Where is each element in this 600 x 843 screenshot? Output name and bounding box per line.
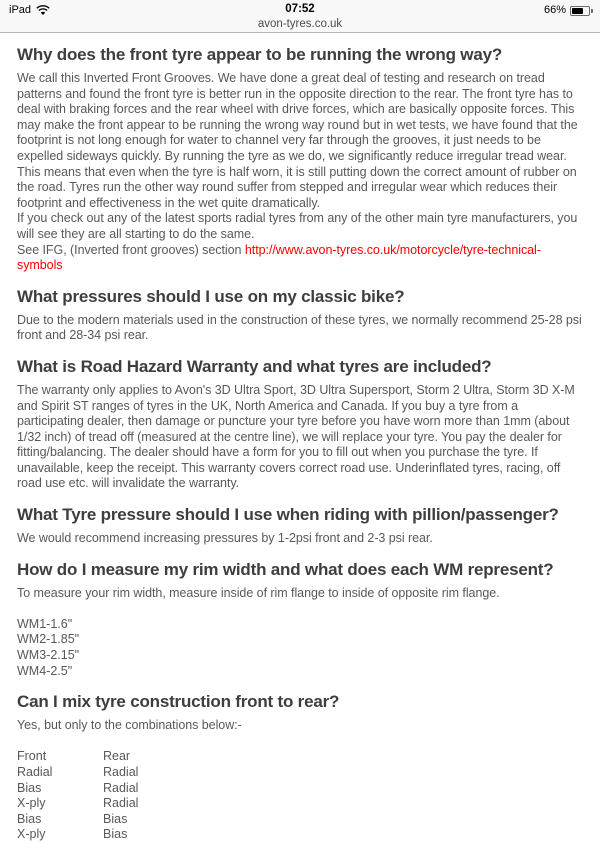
- battery-icon: [570, 6, 593, 16]
- cell-front: Bias: [17, 780, 42, 795]
- faq-question: What pressures should I use on my classic bike?: [17, 286, 405, 306]
- faq-section-mix-construction: [17, 692, 583, 843]
- faq-answer: Due to the modern materials used in the construction of these tyres, we normally recommend 25-28 psi front and 28-34 psi rear.: [17, 312, 582, 343]
- cell-rear: Radial: [103, 780, 139, 795]
- wifi-icon: [36, 5, 50, 16]
- faq-section-classic-bike-pressures: [17, 287, 583, 344]
- faq-question: What Tyre pressure should I use when riding with pillion/passenger?: [17, 505, 559, 525]
- table-row: [17, 812, 583, 828]
- faq-question: Can I mix tyre construction front to rear?: [17, 692, 340, 712]
- faq-section-road-hazard-warranty: [17, 357, 583, 492]
- cell-rear: Bias: [103, 827, 128, 842]
- device-label: iPad: [9, 4, 32, 16]
- wm-size-item: WM2-1.85": [17, 632, 80, 647]
- table-row: [17, 796, 583, 812]
- table-row: [17, 827, 583, 843]
- table-header-row: [17, 749, 583, 765]
- battery-body: [570, 6, 590, 16]
- faq-page-content: [0, 45, 600, 843]
- clock: 07:52: [285, 3, 315, 15]
- faq-section-wrong-way: [17, 45, 583, 274]
- battery-fill: [572, 8, 583, 14]
- header-rear: Rear: [103, 749, 131, 764]
- faq-question: Why does the front tyre appear to be running the wrong way?: [17, 45, 503, 64]
- faq-answer: The warranty only applies to Avon's 3D Ultra Sport, 3D Ultra Supersport, Storm 2 Ultra, Storm 3D X-M and Spirit ST ranges of tyres in the UK, North America and Canada. If you buy a tyre from a participating dealer, then damage or puncture your tyre before you have worn more than 1mm (about 1/32 inch) of tread off (measured at the centre line), we will replace your tyre. You pay the dealer for fitting/balancing. The dealer should have a form for you to fill out when you purchase the tyre. If unavailable, keep the receipt. This warranty covers correct road use. Underinflated tyres, racing, off road use etc. will invalidate the warranty.: [17, 382, 575, 491]
- status-bar-center: [0, 0, 600, 31]
- battery-percent: 66%: [543, 4, 566, 16]
- status-bar-left: [9, 4, 50, 17]
- link-prefix-text: See IFG, (Inverted front grooves) section: [17, 242, 245, 257]
- faq-answer: We would recommend increasing pressures by 1-2psi front and 2-3 psi rear.: [17, 531, 433, 546]
- tyre-combination-table: [17, 749, 583, 843]
- table-row: [17, 765, 583, 781]
- faq-answer: [17, 71, 583, 274]
- wm-size-item: WM1-1.6": [17, 616, 73, 631]
- wm-size-list: [17, 617, 583, 679]
- status-bar-right: [544, 4, 593, 17]
- faq-answer: To measure your rim width, measure inside of rim flange to inside of opposite rim flange.: [17, 585, 500, 600]
- cell-front: X-ply: [17, 796, 46, 811]
- faq-question: How do I measure my rim width and what does each WM represent?: [17, 559, 554, 579]
- faq-answer: Yes, but only to the combinations below:-: [17, 718, 242, 733]
- cell-front: Bias: [17, 811, 42, 826]
- battery-nub: [591, 9, 593, 13]
- wm-size-item: WM4-2.5": [17, 663, 73, 678]
- cell-rear: Radial: [103, 765, 139, 779]
- cell-front: X-ply: [17, 827, 46, 842]
- faq-section-rim-width: [17, 560, 583, 680]
- header-front: Front: [17, 749, 47, 764]
- tyre-technical-symbols-link[interactable]: http://www.avon-tyres.co.uk/motorcycle/tyre-technical-symbols: [17, 242, 541, 273]
- address-bar-domain[interactable]: avon-tyres.co.uk: [257, 18, 343, 30]
- answer-text-2: If you check out any of the latest sports radial tyres from any of the other main tyre manufacturers, you will see they are all starting to do the same.: [17, 211, 578, 241]
- faq-section-pillion-pressure: [17, 505, 583, 547]
- faq-question: What is Road Hazard Warranty and what tyres are included?: [17, 356, 492, 376]
- cell-rear: Bias: [103, 811, 128, 826]
- cell-front: Radial: [17, 765, 53, 779]
- table-row: [17, 781, 583, 797]
- cell-rear: Radial: [103, 796, 139, 811]
- wm-size-item: WM3-2.15": [17, 648, 80, 663]
- status-bar: [0, 0, 600, 33]
- answer-text: We call this Inverted Front Grooves. We have done a great deal of testing and research on tread patterns and found the front tyre is better run in the opposite direction to the rear. The front tyre has to deal with braking forces and the rear wheel with drive forces, which are basically opposite forces. This may make the front appear to be running the wrong way round but in wet tests, we have found that the footprint is not long enough for water to channel very far through the grooves, it just needs to be expelled sideways quickly. By running the tyre as we do, we significantly reduce irregular tread wear. This means that even when the tyre is half worn, it is still putting down the correct amount of rubber on the road. Tyres run the other way round suffer from stepped and irregular wear which reduces their footprint and effectiveness in the wet quite dramatically.: [17, 71, 578, 210]
